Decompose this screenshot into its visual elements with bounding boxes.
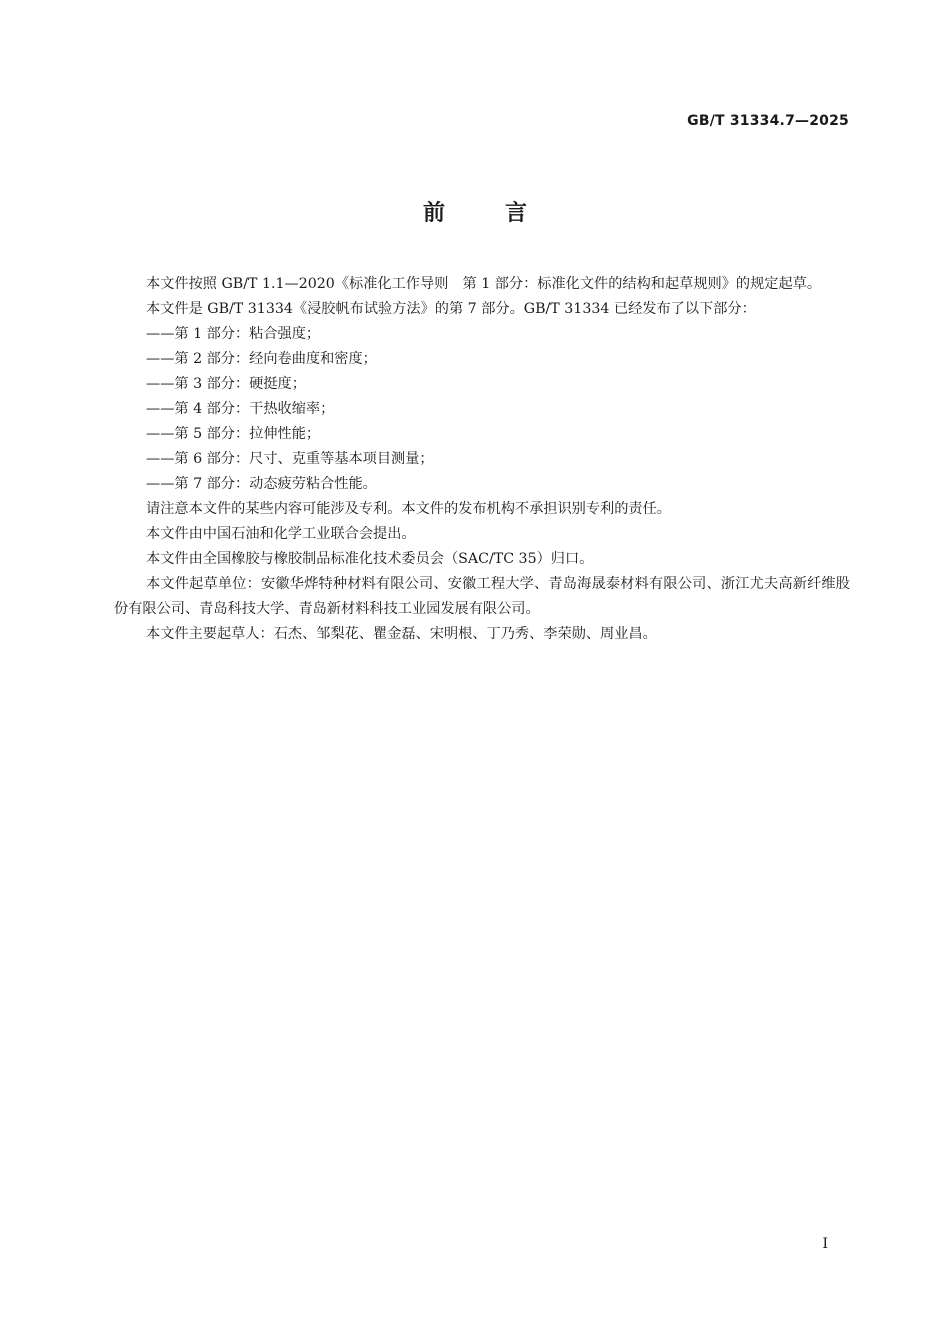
paragraph-drafters: 本文件主要起草人：石杰、邹梨花、瞿金磊、宋明根、丁乃秀、李荣勋、周业昌。: [146, 626, 657, 642]
paragraph-drafting-rules: 本文件按照 GB/T 1.1—2020《标准化工作导则 第 1 部分：标准化文件的结构和起草规则》的规定起草。: [146, 276, 822, 292]
list-item-part-1: ——第 1 部分：粘合强度；: [146, 326, 321, 342]
list-item-part-5: ——第 5 部分：拉伸性能；: [146, 426, 321, 442]
list-item-part-2: ——第 2 部分：经向卷曲度和密度；: [146, 351, 377, 367]
list-item-part-4: ——第 4 部分：干热收缩率；: [146, 401, 335, 417]
list-item-part-3: ——第 3 部分：硬挺度；: [146, 376, 306, 392]
standard-code: GB/T 31334.7—2025: [687, 113, 849, 129]
paragraph-series-intro: 本文件是 GB/T 31334《浸胶帆布试验方法》的第 7 部分。GB/T 31334 已经发布了以下部分：: [146, 301, 756, 317]
paragraph-committee: 本文件由全国橡胶与橡胶制品标准化技术委员会（SAC/TC 35）归口。: [146, 551, 594, 567]
foreword-body: [114, 272, 850, 647]
list-item-part-6: ——第 6 部分：尺寸、克重等基本项目测量；: [146, 451, 434, 467]
page-number: I: [822, 1236, 828, 1252]
paragraph-drafting-units: 本文件起草单位：安徽华烨特种材料有限公司、安徽工程大学、青岛海晟泰材料有限公司、浙江尤夫高新纤维股份有限公司、青岛科技大学、青岛新材料科技工业园发展有限公司。: [114, 576, 850, 617]
page-title: 前言: [422, 201, 587, 226]
paragraph-proposer: 本文件由中国石油和化学工业联合会提出。: [146, 526, 416, 542]
list-item-part-7: ——第 7 部分：动态疲劳粘合性能。: [146, 476, 377, 492]
paragraph-patent-notice: 请注意本文件的某些内容可能涉及专利。本文件的发布机构不承担识别专利的责任。: [146, 501, 671, 517]
